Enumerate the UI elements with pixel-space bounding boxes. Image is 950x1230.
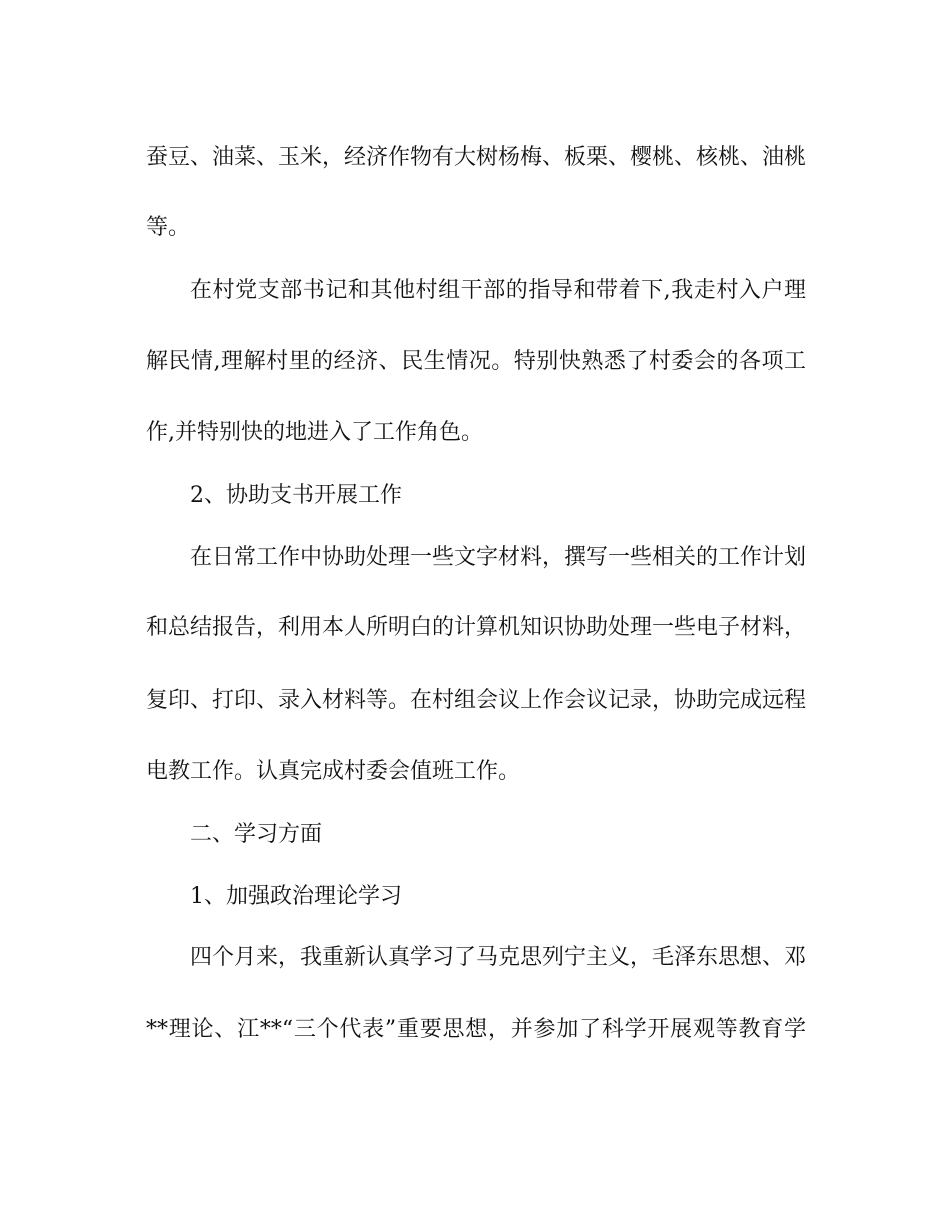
section-heading: 二、学习方面 [190,822,323,847]
body-text-line: 复印、打印、录入材料等。在村组会议上作会议记录，协助完成远程 [146,688,806,713]
section-heading: 2、协助支书开展工作 [190,483,402,508]
body-text-line: **理论、江**“三个代表”重要思想，并参加了科学开展观等教育学 [146,1017,806,1042]
paragraph-first-line: 在日常工作中协助处理一些文字材料，撰写一些相关的工作计划 [190,545,806,570]
body-text-line: 解民情,理解村里的经济、民生情况。特别快熟悉了村委会的各项工 [146,349,806,374]
paragraph-first-line: 四个月来，我重新认真学习了马克思列宁主义，毛泽东思想、邓 [190,945,806,970]
body-text-line: 电教工作。认真完成村委会值班工作。 [146,759,521,784]
body-text-line: 和总结报告，利用本人所明白的计算机知识协助处理一些电子材料， [146,615,806,640]
body-text-line: 等。 [146,215,191,240]
body-text-line: 蚕豆、油菜、玉米，经济作物有大树杨梅、板栗、樱桃、核桃、油桃 [146,145,806,170]
body-text-line: 作,并特别快的地进入了工作角色。 [146,420,483,445]
section-heading: 1、加强政治理论学习 [190,884,402,909]
paragraph-first-line: 在村党支部书记和其他村组干部的指导和带着下,我走村入户理 [190,278,806,303]
